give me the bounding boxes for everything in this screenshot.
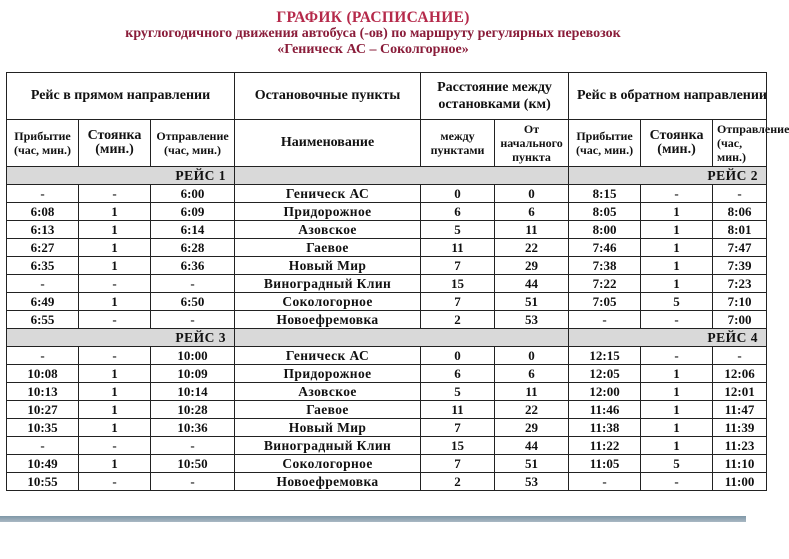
stop-name-cell: Новый Мир: [235, 419, 421, 437]
reverse-departure-cell: 8:01: [713, 221, 767, 239]
arrival-cell: 6:27: [7, 239, 79, 257]
stop-name-cell: Гаевое: [235, 239, 421, 257]
distance-between-cell: 0: [421, 185, 495, 203]
distance-total-cell: 0: [495, 347, 569, 365]
reverse-stay-cell: -: [641, 311, 713, 329]
stay-cell: 1: [79, 383, 151, 401]
reverse-departure-cell: -: [713, 185, 767, 203]
table-row: [7, 239, 767, 257]
distance-between-cell: 6: [421, 365, 495, 383]
table-row: [7, 401, 767, 419]
distance-between-cell: 11: [421, 239, 495, 257]
stop-name-cell: Сокологорное: [235, 455, 421, 473]
reverse-stay-cell: 5: [641, 455, 713, 473]
departure-cell: 6:50: [151, 293, 235, 311]
departure-cell: 10:09: [151, 365, 235, 383]
stay-cell: 1: [79, 203, 151, 221]
reverse-departure-cell: 7:47: [713, 239, 767, 257]
departure-cell: -: [151, 275, 235, 293]
stop-name-cell: Виноградный Клин: [235, 437, 421, 455]
distance-between-cell: 7: [421, 455, 495, 473]
arrival-cell: 10:13: [7, 383, 79, 401]
stay-cell: 1: [79, 401, 151, 419]
arrival-cell: 6:08: [7, 203, 79, 221]
header-direct: Рейс в прямом направлении: [7, 73, 235, 120]
stop-name-cell: Гаевое: [235, 401, 421, 419]
table-row: [7, 473, 767, 491]
stop-name-cell: Новоефремовка: [235, 473, 421, 491]
document-title: [0, 10, 746, 58]
distance-total-cell: 6: [495, 365, 569, 383]
stay-cell: -: [79, 437, 151, 455]
distance-total-cell: 51: [495, 293, 569, 311]
arrival-cell: 10:35: [7, 419, 79, 437]
header-arrival: Прибытие (час, мин.): [7, 120, 79, 167]
trip-label-reverse: РЕЙС 4: [569, 329, 767, 347]
stay-cell: -: [79, 311, 151, 329]
distance-between-cell: 7: [421, 419, 495, 437]
distance-total-cell: 44: [495, 437, 569, 455]
table-row: [7, 203, 767, 221]
distance-between-cell: 6: [421, 203, 495, 221]
reverse-stay-cell: -: [641, 347, 713, 365]
stay-cell: 1: [79, 293, 151, 311]
reverse-stay-cell: -: [641, 185, 713, 203]
table-row: [7, 257, 767, 275]
departure-cell: -: [151, 311, 235, 329]
arrival-cell: 6:49: [7, 293, 79, 311]
bottom-divider-bar: [0, 516, 746, 522]
departure-cell: -: [151, 437, 235, 455]
reverse-arrival-cell: 8:05: [569, 203, 641, 221]
stop-name-cell: Новый Мир: [235, 257, 421, 275]
arrival-cell: 10:08: [7, 365, 79, 383]
table-row: [7, 275, 767, 293]
header-between: между пунктами: [421, 120, 495, 167]
reverse-stay-cell: 1: [641, 383, 713, 401]
reverse-departure-cell: 11:39: [713, 419, 767, 437]
departure-cell: 10:00: [151, 347, 235, 365]
distance-between-cell: 0: [421, 347, 495, 365]
distance-between-cell: 15: [421, 275, 495, 293]
stop-name-cell: Виноградный Клин: [235, 275, 421, 293]
schedule-body: [7, 167, 767, 491]
header-departure: Отправление (час, мин.): [151, 120, 235, 167]
header-from-start: От начального пункта: [495, 120, 569, 167]
schedule-table-wrap: [6, 72, 789, 491]
departure-cell: 10:14: [151, 383, 235, 401]
departure-cell: 6:28: [151, 239, 235, 257]
distance-total-cell: 11: [495, 383, 569, 401]
departure-cell: 6:09: [151, 203, 235, 221]
reverse-stay-cell: 5: [641, 293, 713, 311]
reverse-arrival-cell: 7:38: [569, 257, 641, 275]
table-row: [7, 311, 767, 329]
departure-cell: -: [151, 473, 235, 491]
reverse-stay-cell: 1: [641, 203, 713, 221]
reverse-arrival-cell: -: [569, 311, 641, 329]
distance-between-cell: 11: [421, 401, 495, 419]
reverse-arrival-cell: -: [569, 473, 641, 491]
trip-spacer: [235, 167, 569, 185]
distance-total-cell: 22: [495, 401, 569, 419]
reverse-arrival-cell: 11:22: [569, 437, 641, 455]
reverse-stay-cell: 1: [641, 437, 713, 455]
departure-cell: 10:50: [151, 455, 235, 473]
departure-cell: 6:14: [151, 221, 235, 239]
table-row: [7, 221, 767, 239]
trip-header-row: [7, 329, 767, 347]
reverse-departure-cell: 7:39: [713, 257, 767, 275]
reverse-departure-cell: 11:10: [713, 455, 767, 473]
reverse-arrival-cell: 11:05: [569, 455, 641, 473]
arrival-cell: 6:13: [7, 221, 79, 239]
stay-cell: 1: [79, 419, 151, 437]
distance-total-cell: 53: [495, 311, 569, 329]
table-row: [7, 347, 767, 365]
reverse-arrival-cell: 11:38: [569, 419, 641, 437]
reverse-departure-cell: 8:06: [713, 203, 767, 221]
reverse-stay-cell: 1: [641, 275, 713, 293]
stay-cell: 1: [79, 221, 151, 239]
distance-total-cell: 29: [495, 419, 569, 437]
reverse-departure-cell: 7:00: [713, 311, 767, 329]
stay-cell: -: [79, 347, 151, 365]
header-distance: Расстояние между остановками (км): [421, 73, 569, 120]
reverse-departure-cell: 7:10: [713, 293, 767, 311]
distance-between-cell: 7: [421, 257, 495, 275]
reverse-arrival-cell: 8:15: [569, 185, 641, 203]
stop-name-cell: Придорожное: [235, 203, 421, 221]
header-reverse-departure: Отправление (час, мин.): [713, 120, 767, 167]
table-row: [7, 365, 767, 383]
distance-total-cell: 44: [495, 275, 569, 293]
reverse-departure-cell: 12:06: [713, 365, 767, 383]
distance-between-cell: 7: [421, 293, 495, 311]
stay-cell: -: [79, 473, 151, 491]
stay-cell: 1: [79, 365, 151, 383]
trip-header-row: [7, 167, 767, 185]
reverse-stay-cell: 1: [641, 257, 713, 275]
arrival-cell: 6:35: [7, 257, 79, 275]
arrival-cell: 6:55: [7, 311, 79, 329]
reverse-departure-cell: 11:00: [713, 473, 767, 491]
distance-total-cell: 0: [495, 185, 569, 203]
arrival-cell: 10:27: [7, 401, 79, 419]
header-reverse: Рейс в обратном направлении: [569, 73, 767, 120]
schedule-table: [6, 72, 789, 491]
header-name: Наименование: [235, 120, 421, 167]
reverse-arrival-cell: 11:46: [569, 401, 641, 419]
distance-total-cell: 6: [495, 203, 569, 221]
reverse-departure-cell: 12:01: [713, 383, 767, 401]
reverse-departure-cell: 7:23: [713, 275, 767, 293]
reverse-arrival-cell: 12:15: [569, 347, 641, 365]
departure-cell: 10:36: [151, 419, 235, 437]
stay-cell: -: [79, 275, 151, 293]
departure-cell: 10:28: [151, 401, 235, 419]
stay-cell: 1: [79, 257, 151, 275]
reverse-departure-cell: 11:47: [713, 401, 767, 419]
table-row: [7, 419, 767, 437]
stay-cell: 1: [79, 239, 151, 257]
arrival-cell: -: [7, 275, 79, 293]
departure-cell: 6:00: [151, 185, 235, 203]
arrival-cell: -: [7, 347, 79, 365]
table-row: [7, 293, 767, 311]
reverse-arrival-cell: 12:05: [569, 365, 641, 383]
reverse-stay-cell: -: [641, 473, 713, 491]
reverse-stay-cell: 1: [641, 419, 713, 437]
distance-between-cell: 2: [421, 473, 495, 491]
stop-name-cell: Азовское: [235, 221, 421, 239]
title-line-1: ГРАФИК (РАСПИСАНИЕ): [276, 9, 470, 26]
table-row: [7, 185, 767, 203]
distance-total-cell: 53: [495, 473, 569, 491]
reverse-stay-cell: 1: [641, 401, 713, 419]
reverse-arrival-cell: 7:05: [569, 293, 641, 311]
distance-total-cell: 29: [495, 257, 569, 275]
arrival-cell: -: [7, 185, 79, 203]
distance-total-cell: 11: [495, 221, 569, 239]
reverse-stay-cell: 1: [641, 365, 713, 383]
trip-spacer: [235, 329, 569, 347]
trip-label-direct: РЕЙС 3: [7, 329, 235, 347]
distance-between-cell: 2: [421, 311, 495, 329]
table-row: [7, 437, 767, 455]
departure-cell: 6:36: [151, 257, 235, 275]
distance-total-cell: 51: [495, 455, 569, 473]
title-line-2: круглогодичного движения автобуса (-ов) по маршруту регулярных перевозок: [125, 26, 621, 41]
trip-label-direct: РЕЙС 1: [7, 167, 235, 185]
stop-name-cell: Новоефремовка: [235, 311, 421, 329]
stop-name-cell: Азовское: [235, 383, 421, 401]
reverse-departure-cell: 11:23: [713, 437, 767, 455]
distance-between-cell: 5: [421, 383, 495, 401]
title-line-3: «Геническ АС – Соколгорное»: [277, 42, 469, 57]
table-row: [7, 455, 767, 473]
header-reverse-stay: Стоянка (мин.): [641, 120, 713, 167]
arrival-cell: 10:49: [7, 455, 79, 473]
table-row: [7, 383, 767, 401]
arrival-cell: -: [7, 437, 79, 455]
distance-between-cell: 5: [421, 221, 495, 239]
distance-between-cell: 15: [421, 437, 495, 455]
stop-name-cell: Сокологорное: [235, 293, 421, 311]
stop-name-cell: Геническ АС: [235, 347, 421, 365]
trip-label-reverse: РЕЙС 2: [569, 167, 767, 185]
header-reverse-arrival: Прибытие (час, мин.): [569, 120, 641, 167]
reverse-arrival-cell: 7:22: [569, 275, 641, 293]
header-stops: Остановочные пункты: [235, 73, 421, 120]
reverse-departure-cell: -: [713, 347, 767, 365]
reverse-stay-cell: 1: [641, 221, 713, 239]
arrival-cell: 10:55: [7, 473, 79, 491]
stop-name-cell: Геническ АС: [235, 185, 421, 203]
reverse-arrival-cell: 12:00: [569, 383, 641, 401]
distance-total-cell: 22: [495, 239, 569, 257]
stay-cell: 1: [79, 455, 151, 473]
reverse-arrival-cell: 7:46: [569, 239, 641, 257]
header-stay: Стоянка (мин.): [79, 120, 151, 167]
reverse-stay-cell: 1: [641, 239, 713, 257]
stay-cell: -: [79, 185, 151, 203]
stop-name-cell: Придорожное: [235, 365, 421, 383]
reverse-arrival-cell: 8:00: [569, 221, 641, 239]
